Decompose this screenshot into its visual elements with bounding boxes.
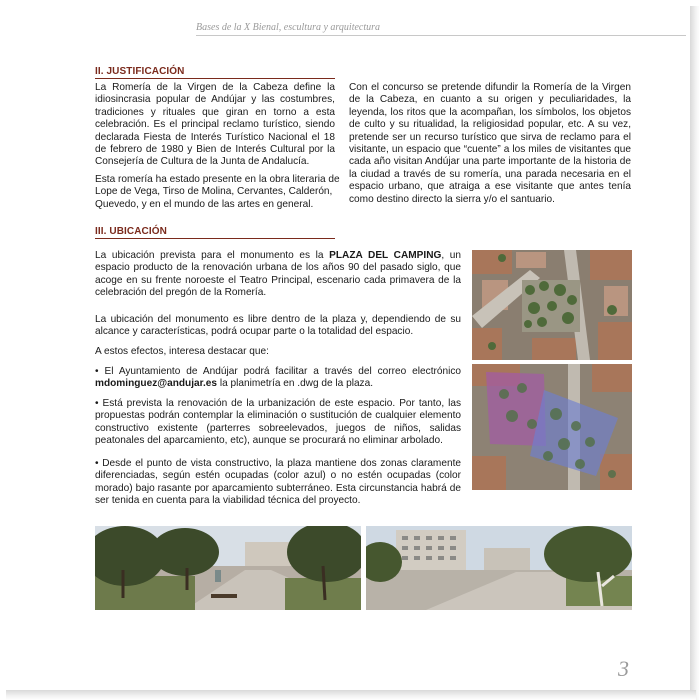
page-number: 3 bbox=[618, 656, 629, 681]
justificacion-paragraph-3: Con el concurso se pretende difundir la Romería de la Virgen de la Cabeza, en cuanto a su origen y peculiaridades, la leyenda, los ritos que la acompañan, los símbolos, los objetos de culto y su ritualidad, la religiosidad popular, etc. A su vez, pretende ser un recurso turístico que sirva de reclamo para el visitante, un espacio que “cuente” a los miles de visitantes que cada año visitan Andújar una parte importante de la historia de la ciudad a través de su romería, una parada necesaria en el espacio urbano, que atraiga a ese visitante que antes tenía como destino directo la sierra y/o el santuario. bbox=[349, 82, 631, 205]
ubicacion-paragraph-3: A estos efectos, interesa destacar que: bbox=[95, 346, 269, 357]
aerial-photo-plaza bbox=[472, 250, 632, 360]
section-heading-ubicacion: III. UBICACIÓN bbox=[95, 226, 167, 237]
ubicacion-paragraph-2: La ubicación del monumento es libre dentro de la plaza y, dependiendo de su alcance y características, podrá ocupar parte o la totalidad del espacio. bbox=[95, 314, 461, 338]
ubicacion-bullet-2: • Está prevista la renovación de la urbanización de este espacio. Por tanto, las propuestas podrán contemplar la eliminación o sustitución de cualquier elemento constructivo existente (parterres sobreelevados, juegos de niños, salidas peatonales del aparcamiento, etc), aunque se procurará no eliminar arbolado. bbox=[95, 398, 461, 447]
street-photo-left bbox=[95, 526, 361, 610]
plaza-name: PLAZA DEL CAMPING bbox=[329, 250, 442, 261]
page-shadow-right bbox=[690, 6, 700, 700]
header-rule bbox=[196, 35, 686, 36]
street-photo-right bbox=[366, 526, 632, 610]
justificacion-paragraph-1: La Romería de la Virgen de la Cabeza define la idiosincrasia popular de Andújar y las costumbres, tradiciones y rituales que giran en torno a esta celebración. Es el principal reclamo turístico, siendo declarada Fiesta de Interés Turístico Nacional el 18 de febrero de 1980 y Bien de Interés Cultural por la Consejería de Cultura de la Junta de Andalucía. bbox=[95, 82, 335, 168]
aerial-photo-zones bbox=[472, 364, 632, 490]
section-heading-justificacion: II. JUSTIFICACIÓN bbox=[95, 66, 185, 77]
running-header: Bases de la X Bienal, escultura y arquitectura bbox=[196, 22, 381, 33]
section-rule-ubicacion bbox=[95, 238, 335, 239]
ubicacion-bullet-3: • Desde el punto de vista constructivo, la plaza mantiene dos zonas claramente diferenciadas, según estén ocupadas (color azul) o no estén ocupadas (color morado) bajo rasante por aparcamiento subterráneo. Esta circunstancia habrá de ser tenida en cuenta para la viabilidad técnica del proyecto. bbox=[95, 458, 461, 507]
ubicacion-bullet-1: • El Ayuntamiento de Andújar podrá facilitar a través del correo electrónico mdominguez@andujar.es la planimetría en .dwg de la plaza. bbox=[95, 366, 461, 390]
page-shadow-bottom bbox=[6, 690, 696, 700]
section-rule-justificacion bbox=[95, 78, 335, 79]
ubicacion-paragraph-1: La ubicación prevista para el monumento es la PLAZA DEL CAMPING, un espacio producto de la renovación urbana de los años 90 del pasado siglo, que acoge en su frente noroeste el Teatro Principal, escenario cada primavera de la celebración del pregón de la Romería. bbox=[95, 250, 462, 299]
justificacion-paragraph-2: Esta romería ha estado presente en la obra literaria de Lope de Vega, Tirso de Molina, Cervantes, Calderón, Quevedo, y en el mundo de las artes en general. bbox=[95, 174, 340, 210]
contact-email[interactable]: mdominguez@andujar.es bbox=[95, 378, 218, 390]
